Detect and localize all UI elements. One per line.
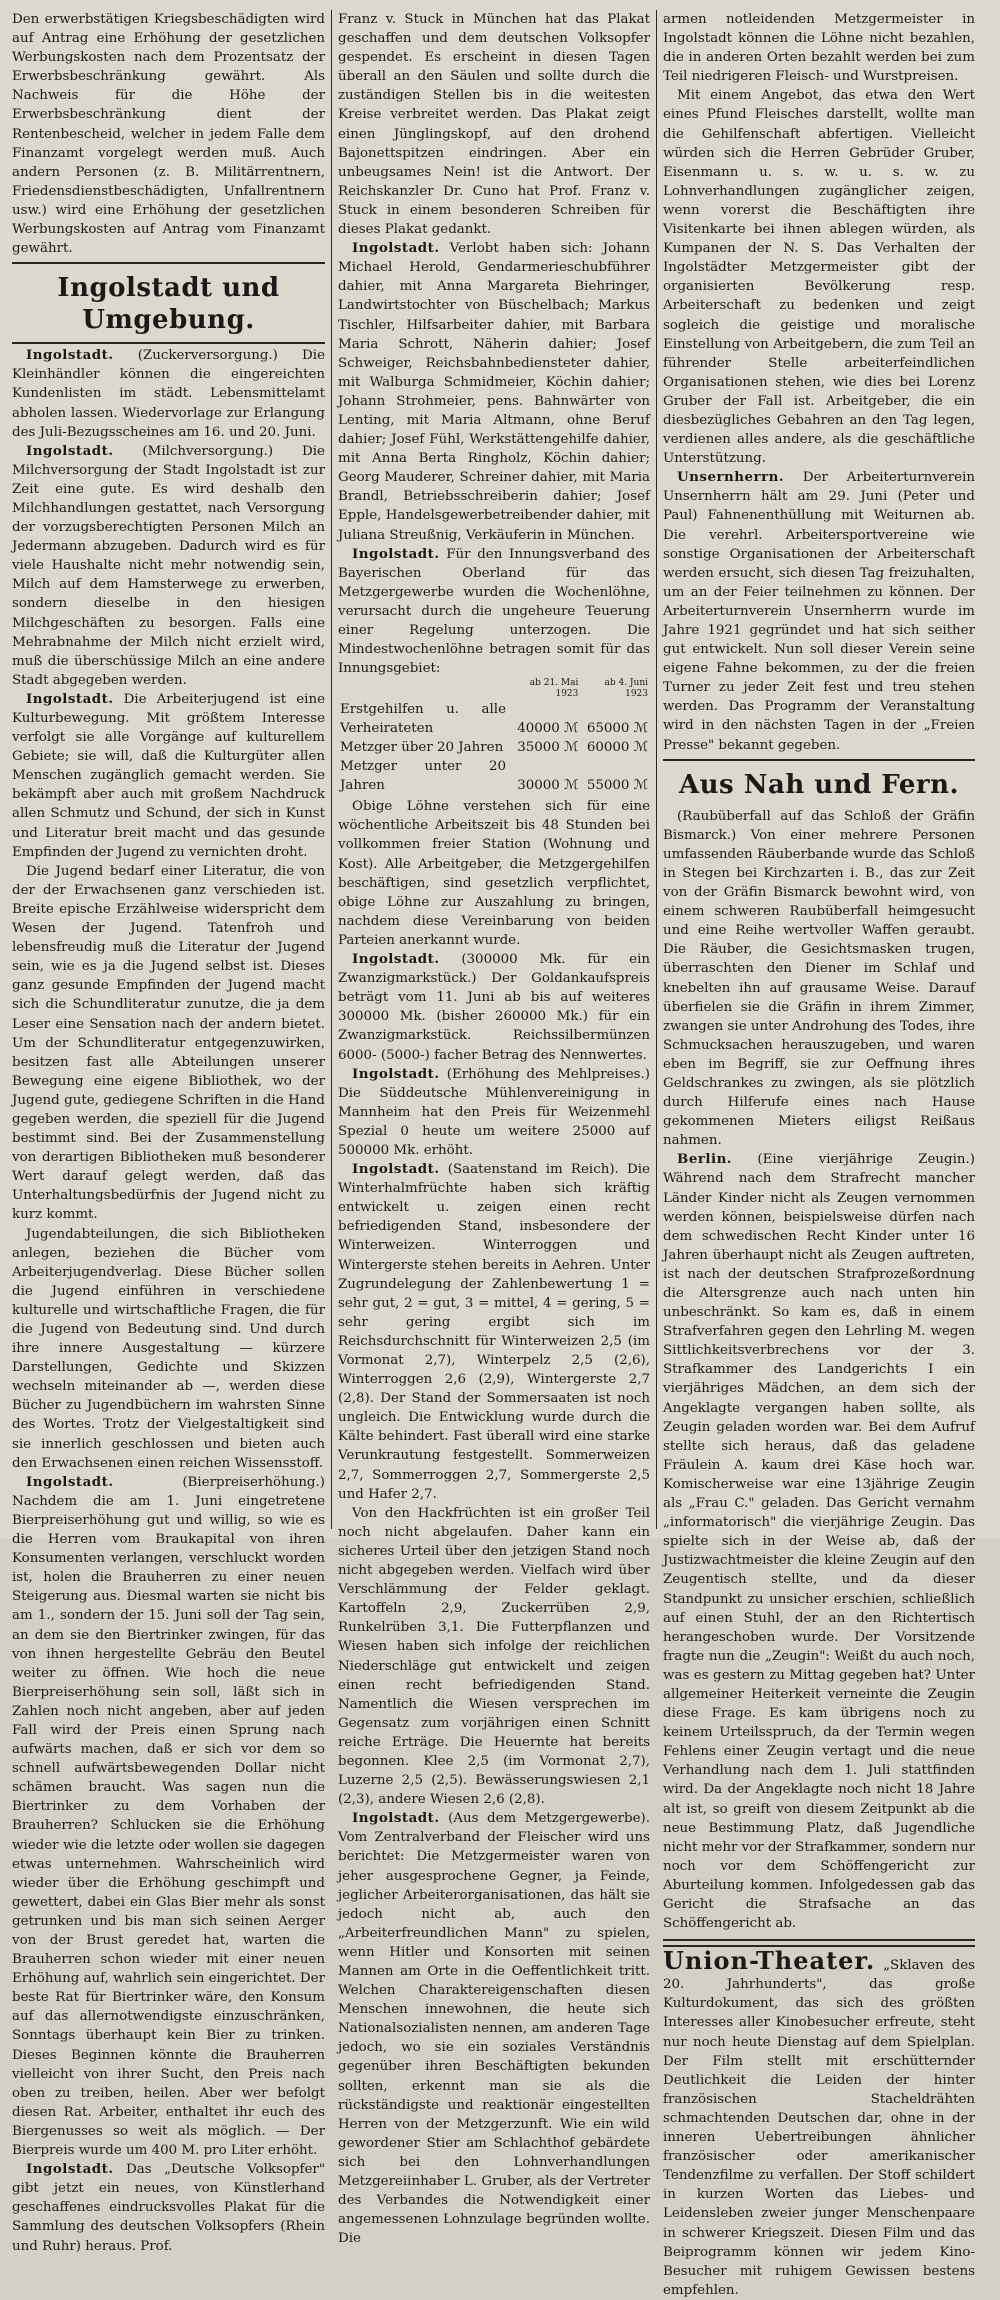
paragraph-kriegsbeschaedigte: Den erwerbstätigen Kriegsbeschädigten wird auf Antrag eine Erhöhung der gesetzlichen Werbungskosten nach dem Prozentsatz der Erwerbsbeschränkung gewährt. Als Nachweis für die Höhe der Erwerbsbeschränkung dient der Rentenbescheid, welcher in jedem Falle dem Finanzamt vorgelegt werden muß. Auch andern Personen (z. B. Militärrentnern, Friedensdienstbeschädigten, Unfallrentnern usw.) wird eine Erhöhung der gesetzlichen Werbungskosten auf Antrag vom Finanzamt gewährt.	[12, 12, 325, 257]
article-paragraph: Obige Löhne verstehen sich für eine wöchentliche Arbeitszeit bis 48 Stunden bei vollkommen freier Station (Wohnung und Kost). Alle Arbeitgeber, die Metzgergehilfen beschäftigen, sind gesetzlich verpflichtet, obige Löhne zur Auszahlung zu bringen, nachdem diese Vereinbarung von beiden Parteien anerkannt wurde.	[338, 799, 650, 948]
article-text: Für den Innungsverband des Bayerischen Oberland für das Metzgergewerbe wurden die Wochenlöhne, verursacht durch die ungeheure Teuerung einer Regelung unterzogen. Die Mindestwochenlöhne betragen somit für das Innungsgebiet:	[338, 546, 650, 677]
ad-union-theater	[663, 1946, 975, 2300]
table-row	[338, 700, 650, 738]
article-raubueberfall: (Raubüberfall auf das Schloß der Gräfin Bismarck.) Von einer mehrere Personen umfassenden Räuberbande wurde das Schloß in Stegen bei Kirchzarten i. B., das zur Zeit von der Gräfin Bismarck bewohnt wird, von einem schweren Raubüberfall heimgesucht und eine Reihe wertvoller Waffen geraubt. Die Räuber, die Gesichtsmasken trugen, überraschten den Diener im Schlaf und knebelten ihn auf grausame Weise. Darauf überfielen sie die Gräfin in ihrem Zimmer, zwangen sie unter Androhung des Todes, ihre Schmucksachen herauszugeben, und waren eben im Begriff, sie zur Oeffnung ihres Geldschrankes zu zwingen, als sie plötzlich durch Hilferufe eines nach Hause gekommenen Mieters eiligst Reißaus nahmen.	[663, 808, 975, 1149]
article-text: (300000 Mk. für ein Zwanzigmarkstück.) Der Goldankaufspreis beträgt vom 11. Juni ab bis auf weiteres 300000 Mk. (bisher 260000 Mk.) für ein Zwanzigmarkstück. Reichssilbermünzen 6000- (5000-) facher Betrag des Nennwertes.	[338, 952, 650, 1063]
article-dateline: Ingolstadt.	[26, 442, 114, 459]
article-arbeiterjugend	[12, 690, 325, 862]
table-cell: 30000 ℳ	[517, 778, 579, 794]
table-header-row	[338, 678, 650, 700]
article-saatenstand	[338, 1160, 650, 1504]
section-rule	[12, 262, 325, 264]
ad-title: Union-Theater.	[663, 1946, 876, 1976]
table-cell-label: Metzger unter 20 Jahren	[340, 759, 507, 794]
article-dateline: Ingolstadt.	[352, 1810, 440, 1827]
section-rule	[663, 759, 975, 761]
article-volksopfer	[12, 2160, 325, 2255]
article-dateline: Ingolstadt.	[26, 1473, 114, 1490]
article-paragraph: Die Jugend bedarf einer Literatur, die von der der Erwachsenen ganz verschieden ist. Breite epische Erzählweise widerspricht dem Wesen der Jugend. Tatenfroh und lebensfreudig muß die Literatur der Jugend sein, wie es ja die Jugend selbst ist. Dieses ganz gesunde Empfinden der Jugend macht sich die Schundliteratur zunutze, die ja dem Leser eine Sensation nach der andern bietet. Um der Schundliteratur entgegenzuwirken, besitzen fast alle Abteilungen unserer Bewegung eine eigene Bibliothek, wo der Jugend gute, gediegene Schriften in die Hand gegeben werden, die speziell für die Jugend bestimmt sind. Bei der Zusammenstellung von derartigen Bibliotheken muß besonderer Wert darauf gelegt werden, daß das Unterhaltungsbedürfnis der Jugend nicht zu kurz kommt.	[12, 863, 325, 1223]
article-paragraph: Mit einem Angebot, das etwa den Wert eines Pfund Fleisches darstellt, wollte man die Gehilfenschaft abfertigen. Vielleicht würden sich die Herren Gebrüder Gruber, Eisenmann u. s. w. u. s. w. zu Lohnverhandlungen zugänglicher zeigen, wenn vorerst die Beschäftigten ihre Visitenkarte bei ihnen ablegen würden, als Kumpanen der N. S. Das Verhalten der Ingolstädter Metzgermeister gibt der organisierten Bevölkerung resp. Arbeiterschaft zu bedenken und zeigt sogleich die geistige und moralische Einstellung von Arbeitgebern, die zum Teil an führender Stelle arbeiterfeindlichen Organisationen stehen, wie dies bei Lorenz Gruber der Fall ist. Arbeitgeber, die ein diesbezügliches Gebahren an den Tag legen, verdienen alles andere, als die geschäftliche Unterstützung.	[663, 88, 975, 467]
article-text: (Zuckerversorgung.) Die Kleinhändler können die eingereichten Kundenlisten im städt. Lebensmittelamt abholen lassen. Wiedervorlage zur Erlangung des Juli-Bezugsscheines am 16. und 20. Juni.	[12, 348, 325, 440]
column-3	[656, 10, 981, 2298]
article-text: (Eine vierjährige Zeugin.) Während nach dem Strafrecht mancher Länder Kinder nicht als Zeugen vernommen werden können, beispielsweise dürfen nach dem schwedischen Recht Kinder unter 16 Jahren überhaupt nicht als Zeugen auftreten, ist nach der deutschen Strafprozeßordnung die Altersgrenze auch nach unten hin unbeschränkt. So kam es, daß in einem Strafverfahren gegen den Lehrling M. wegen Sittlichkeitsverbrechens vor der 3. Strafkammer des Landgerichts I ein vierjähriges Mädchen, an dem sich der Angeklagte vergangen haben sollte, als Zeugin geladen worden war. Bei dem Aufruf stellte sich heraus, daß das geladene Fräulein A. kaum drei Käse hoch war. Komischerweise war eine 13jährige Zeugin als „Frau C." geladen. Das Gericht vernahm „informatorisch" die vierjährige Zeugin. Das spielte sich in der Weise ab, daß der Justizwachtmeister die kleine Zeugin auf den Zeugentisch stellte, und da dieser Standpunkt zu unsicher erschien, schließlich auf einen Stuhl, der an den Richtertisch herangeschoben wurde. Der Vorsitzende fragte nun die „Zeugin": Weißt du auch noch, was es gestern zu Mittag gegeben hat? Unter allgemeiner Heiterkeit verneinte die Zeugin diese Frage. Es kam übrigens noch zu keinem Urteilsspruch, da der Termin wegen Fehlens einer Zeugin vertagt und die neue Verhandlung nach dem 1. Juli stattfinden wird. Da der Angeklagte noch nicht 18 Jahre alt ist, so greift von diesem Zeitpunkt ab die neue Bestimmung Platz, daß Jugendliche nicht mehr vor der Strafkammer, sondern nur noch vor dem Schöffengericht zur Aburteilung kommen. Infolgedessen gab das Gericht die Strafsache an das Schöffengericht ab.	[663, 1152, 975, 1932]
table-cell-label: Metzger über 20 Jahren	[340, 740, 504, 756]
article-dateline: Ingolstadt.	[352, 951, 440, 968]
article-metzgerloehne	[338, 545, 650, 679]
table-cell: 60000 ℳ	[586, 740, 648, 756]
article-dateline: Ingolstadt.	[26, 690, 114, 707]
article-dateline: Ingolstadt.	[352, 545, 440, 562]
article-dateline: Berlin.	[677, 1151, 732, 1168]
section-heading-aus-nah-und-fern: Aus Nah und Fern.	[678, 769, 960, 800]
article-bierpreiserhoehung	[12, 1473, 325, 2160]
column-2	[331, 10, 656, 2247]
wage-table	[338, 678, 650, 795]
table-cell: 55000 ℳ	[586, 778, 648, 794]
article-zuckerversorgung	[12, 346, 325, 441]
article-text: (Aus dem Metzgergewerbe). Vom Zentralverband der Fleischer wird uns berichtet: Die Metzgermeister waren von jeher ausgesprochene Gegner, ja Feinde, jeglicher Arbeiterorganisationen, das hält sie jedoch nicht ab, auch den „Arbeiterfreundlichen Mann" zu spielen, wenn Hitler und Konsorten mit seinen Mannen am Orte in die Oeffentlichkeit tritt. Welchen Charaktereigenschaften diesen Menschen innewohnen, die heute sich Nationalsozialisten nennen, am anderen Tage jedoch, wo sie ein soziales Verständnis gegenüber ihren Beschäftigten bekunden sollten, erkennt man sie als die rückständigste und reaktionär eingestellten Herren von der Metzgerzunft. Wie ein wild gewordener Stier am Schlachthof gebärdete sich bei den Lohnverhandlungen Metzgereiinhaber L. Gruber, als der Vertreter des Verbandes die Notwendigkeit einer angemessenen Lohnzulage begründen wollte. Die	[338, 1811, 650, 2247]
section-rule	[12, 342, 325, 344]
table-column-header: ab 21. Mai 1923	[529, 678, 579, 700]
table-cell: 65000 ℳ	[586, 721, 648, 737]
article-dateline: Ingolstadt.	[352, 1065, 440, 1082]
table-cell: 35000 ℳ	[517, 740, 579, 756]
article-dateline: Ingolstadt.	[26, 347, 114, 364]
table-cell: 40000 ℳ	[517, 721, 579, 737]
table-row	[338, 738, 650, 757]
section-heading-ingolstadt: Ingolstadt und Umgebung.	[57, 273, 280, 336]
article-dateline: Ingolstadt.	[352, 240, 440, 257]
article-text: Die Arbeiterjugend ist eine Kulturbewegung. Mit größtem Interesse verfolgt sie alle Vorgänge auf kulturellem Gebiete; sie will, daß die Kulturgüter allen Menschen zugänglich gemacht werden. Sie bekämpft aber auch mit großem Nachdruck allen Schmutz und Schund, der sich in Kunst und Literatur breit macht und das gesunde Empfinden der Jugend zu vernichten droht.	[12, 691, 325, 860]
article-mehlpreis	[338, 1065, 650, 1160]
article-paragraph: armen notleidenden Metzgermeister in Ingolstadt können die Löhne nicht bezahlen, die in anderen Orten bezahlt werden bei zum Teil niedrigeren Fleisch- und Wurstpreisen.	[663, 12, 975, 85]
article-text: (Bierpreiserhöhung.) Nachdem die am 1. Juni eingetretene Bierpreiserhöhung gut und willig, so wie es die Herren vom Braukapital von ihren Konsumenten verlangen, verschluckt worden ist, holen die Brauherren zu einer neuen Steigerung aus. Diesmal warten sie nicht bis am 1., sondern der 15. Juni soll der Tag sein, an dem sie den Biertrinker zwingen, für das von ihnen hergestellte Gebräu den Beutel weiter zu öffnen. Wie hoch die neue Bierpreiserhöhung sein soll, läßt sich in Zahlen noch nicht angeben, aber auf jeden Fall wird der Preis einen Sprung nach aufwärts machen, daß er sich vor dem so schnell aufwärtsbewegenden Dollar nicht schämen braucht. Was sagen nun die Biertrinker zu dem Vorhaben der Brauherren? Schlucken sie die Erhöhung wieder wie die letzte oder wollen sie dagegen etwas unternehmen. Wahrscheinlich wird wieder über die Erhöhung geschimpft und gewettert, dabei ein Glas Bier mehr als sonst getrunken und bis man sich seinen Aerger von der Brust geredet hat, warten die Brauherren schon wieder mit einer neuen Erhöhung auf, wahrlich sein eingerichtet. Der beste Rat für Biertrinker wäre, den Konsum auf das allernotwendigste einzuschränken, Sonntags überhaupt kein Bier zu trinken. Dieses Beginnen könnte die Brauherren vielleicht von ihrer Sucht, den Preis nach oben zu treiben, heilen. Aber wer befolgt diesen Rat. Arbeiter, enthaltet ihr euch des Biergenusses so weit als möglich. — Der Bierpreis wurde um 400 M. pro Liter erhöht.	[12, 1474, 325, 2159]
article-text: (Milchversorgung.) Die Milchversorgung der Stadt Ingolstadt ist zur Zeit eine gute. Es wird deshalb den Milchhandlungen gestattet, nach Versorgung der vorzugsberechtigten Personen Milch an Jedermann abzugeben. Dadurch wird es für viele Haushalte nicht mehr notwendig sein, Milch auf dem Hamsterwege zu erwerben, sondern dieselbe in den hiesigen Milchgeschäften zu besorgen. Falls eine Mehrabnahme der Milch nicht erzielt wird, muß die überschüssige Milch an eine andere Stadt abgegeben werden.	[12, 443, 325, 688]
article-verlobungen	[338, 239, 650, 545]
table-cell-label: Erstgehilfen u. alle Verheirateten	[340, 702, 507, 737]
table-row	[338, 757, 650, 795]
article-text: (Erhöhung des Mehlpreises.) Die Süddeutsche Mühlenvereinigung in Mannheim hat den Preis für Weizenmehl Spezial 0 heute um weitere 25000 auf 500000 Mk. erhöht.	[338, 1066, 650, 1158]
table-column-header: ab 4. Juni 1923	[604, 678, 648, 700]
column-1	[6, 10, 331, 2254]
article-goldankauf	[338, 950, 650, 1065]
article-text: Das „Deutsche Volksopfer" gibt jetzt ein neues, von Künstlerhand geschaffenes eindrucksvolles Plakat für die Sammlung des deutschen Volksopfers (Rhein und Ruhr) heraus. Prof.	[12, 2162, 325, 2254]
article-text: (Saatenstand im Reich). Die Winterhalmfrüchte haben sich kräftig entwickelt u. zeigen einen recht befriedigenden Stand, insbesondere der Winterweizen. Winterroggen und Wintergerste stehen bereits in Aehren. Unter Zugrundelegung der Zahlenbewertung 1 = sehr gut, 2 = gut, 3 = mittel, 4 = gering, 5 = sehr gering ergibt sich im Reichsdurchschnitt für Winterweizen 2,5 (im Vormonat 2,7), Winterpelz 2,5 (2,6), Winterroggen 2,6 (2,9), Wintergerste 2,7 (2,8). Der Stand der Sommersaaten ist noch ungleich. Die Entwicklung wurde durch die Kälte behindert. Fast überall wird eine starke Verunkrautung festgestellt. Sommerweizen 2,7, Sommerroggen 2,7, Sommergerste 2,5 und Hafer 2,7.	[338, 1162, 650, 1502]
article-text: Der Arbeiterturnverein Unsernherrn hält am 29. Juni (Peter und Paul) Fahnenenthüllung mit Weiturnen ab. Die verehrl. Arbeitersportvereine wie sonstige Organisationen der Arbeiterschaft werden ersucht, sich diesen Tag freizuhalten, um an der Feier teilnehmen zu können. Der Arbeiterturnverein Unsernherrn wurde im Jahre 1921 gegründet und hat sich seither gut entwickelt. Nun soll dieser Verein seine eigene Fahne bekommen, zu der die freien Turner zu jeder Zeit fest und treu stehen werden. Das Programm der Veranstaltung wird in den nächsten Tagen in der „Freien Presse" bekannt gegeben.	[663, 470, 975, 753]
article-paragraph: Von den Hackfrüchten ist ein großer Teil noch nicht abgelaufen. Daher kann ein sicheres Urteil über den jetzigen Stand noch nicht abgegeben werden. Vielfach wird über Verschlämmung der Felder geklagt. Kartoffeln 2,9, Zuckerrüben 2,9, Runkelrüben 3,1. Die Futterpflanzen und Wiesen haben sich infolge der reichlichen Niederschläge gut entwickelt und zeigen einen recht befriedigenden Stand. Namentlich die Wiesen versprechen im Gegensatz zum vorjährigen einen Schnitt reiche Erträge. Die Heuernte hat bereits begonnen. Klee 2,5 (im Vormonat 2,7), Luzerne 2,5 (2,5). Bewässerungswiesen 2,1 (2,3), andere Wiesen 2,6 (2,8).	[338, 1505, 650, 1808]
article-text: Verlobt haben sich: Johann Michael Herold, Gendarmerieschubführer dahier, mit Anna Margareta Biehringer, Landwirtstochter von Büschelbach; Markus Tischler, Hilfsarbeiter dahier, mit Barbara Maria Schrott, Näherin dahier; Josef Schweiger, Reichsbahnbediensteter dahier, mit Walburga Schmidmeier, Köchin dahier; Johann Strohmeier, pens. Bahnwärter von Lenting, mit Maria Altmann, ohne Beruf dahier; Josef Fühl, Werkstättengehilfe dahier, mit Anna Berta Ringholz, Köchin dahier; Georg Mauderer, Schreiner dahier, mit Maria Brandl, Betriebsschreiberin dahier; Josef Epple, Handelsgewerbetreibender dahier, mit Juliana Streußnig, Verkäuferin in München.	[338, 241, 650, 543]
ad-text: „Sklaven des 20. Jahrhunderts", das große Kulturdokument, das sich des größten Interesses aller Kinobesucher erfreute, steht nur noch heute Dienstag auf dem Spielplan. Der Film stellt mit erschütternder Deutlichkeit die Leiden der hinter französischen Stacheldrähten schmachtenden Deutschen dar, ohne in der inneren Uebertreibungen ähnlicher französischer oder amerikanischer Tendenzfilme zu verfallen. Der Stoff schildert in kurzen Worten das Liebes- und Leidensleben zweier junger Menschenpaare in schwerer Kriegszeit. Diesen Film und das Beiprogramm können wir jedem Kino-Besucher mit ruhigem Gewissen bestens empfehlen.	[663, 1958, 975, 2298]
article-dateline: Ingolstadt.	[26, 2161, 114, 2178]
article-dateline: Unsernherrn.	[677, 469, 785, 486]
article-vierjaehrige-zeugin	[663, 1150, 975, 1933]
article-dateline: Ingolstadt.	[352, 1161, 440, 1178]
article-milchversorgung	[12, 442, 325, 690]
article-unsernherrn	[663, 468, 975, 754]
article-paragraph: Jugendabteilungen, die sich Bibliotheken anlegen, beziehen die Bücher vom Arbeiterjugendverlag. Diese Bücher sollen die Jugend einführen in verschiedene kulturelle und wirtschaftliche Fragen, die für die Jugend von Bedeutung sind. Und durch ihre innere Ausgestaltung — kürzere Darstellungen, Gedichte und Skizzen wechseln miteinander ab —, werden diese Bücher zu Jugendbüchern im wahrsten Sinne des Wortes. Trotz der Vielgestaltigkeit sind sie innerlich geschlossen und bieten auch den Erwachsenen einen reichen Wissensstoff.	[12, 1226, 325, 1471]
article-metzgergewerbe	[338, 1809, 650, 2248]
article-paragraph: Franz v. Stuck in München hat das Plakat geschaffen und dem deutschen Volksopfer gespendet. Es erscheint in diesen Tagen überall an den Säulen und sollte durch die zuständigen Stellen bis in die weitesten Kreise verbreitet werden. Das Plakat zeigt einen Jünglingskopf, auf den drohend Bajonettspitzen eindringen. Aber ein unbeugsames Nein! ist die Antwort. Der Reichskanzler Dr. Cuno hat Prof. Franz v. Stuck in einem besonderen Schreiben für dieses Plakat gedankt.	[338, 12, 650, 238]
